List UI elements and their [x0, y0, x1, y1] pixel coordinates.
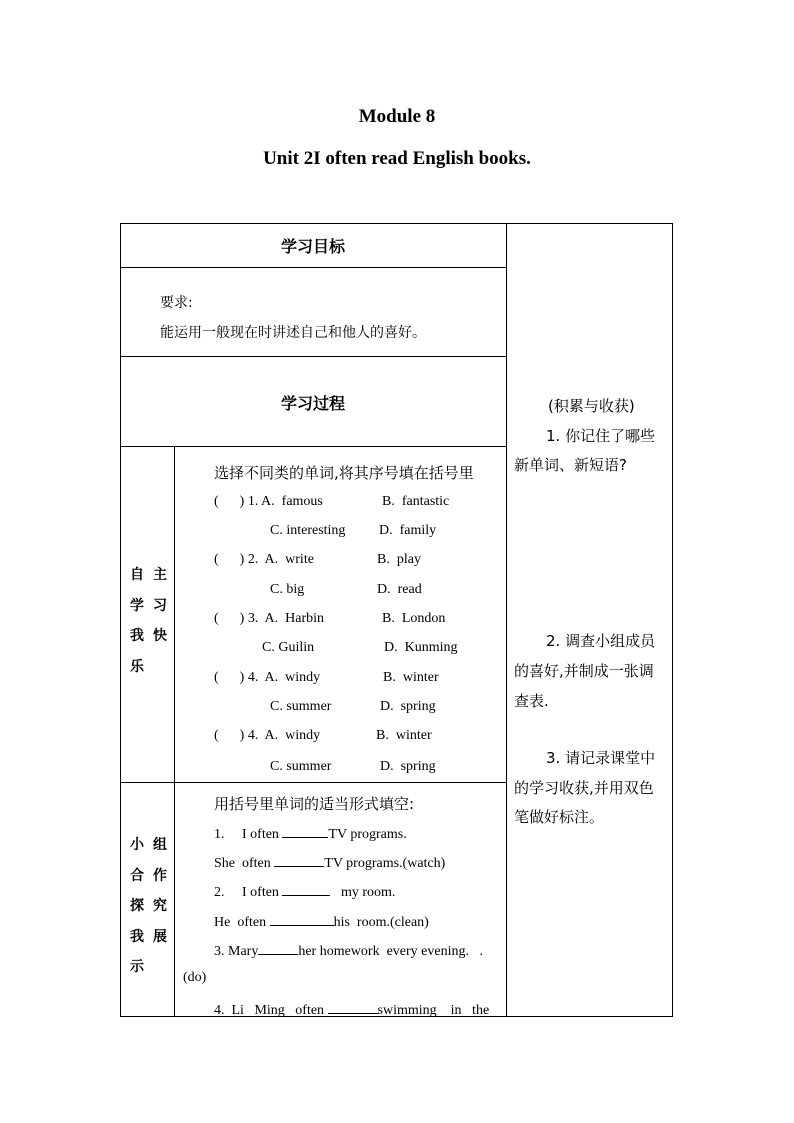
notes-q3-cont: 的学习收获,并用双色 [514, 779, 654, 797]
objectives-heading: 学习目标 [280, 237, 345, 256]
row-divider [120, 267, 506, 268]
column-divider-left [174, 446, 175, 1017]
notes-q2-cont2: 查表. [514, 692, 549, 710]
row-divider [120, 356, 506, 357]
fill-blank-line: He often his room.(clean) [214, 912, 429, 931]
self-study-instruction: 选择不同类的单词,将其序号填在括号里 [214, 464, 474, 482]
answer-blank[interactable] [328, 1000, 378, 1014]
fill-blank-line: (do) [183, 970, 207, 985]
fill-blank-line: 4. Li Ming often swimming in the [214, 1000, 489, 1019]
section-label-self-study: 自 学 我 乐 [130, 567, 144, 675]
notes-q3: 3. 请记录课堂中 [546, 749, 656, 767]
notes-q3-cont2: 笔做好标注。 [514, 808, 605, 826]
notes-q2-cont: 的喜好,并制成一张调 [514, 662, 654, 680]
fill-blank-line: She often TV programs.(watch) [214, 853, 445, 872]
answer-blank[interactable] [274, 853, 324, 867]
answer-blank[interactable] [258, 941, 298, 955]
group-work-instruction: 用括号里单词的适当形式填空: [214, 795, 415, 813]
notes-q2: 2. 调查小组成员 [546, 632, 656, 650]
section-label-group-work: 小 合 探 我 示 [130, 837, 144, 975]
process-heading: 学习过程 [280, 394, 345, 413]
answer-blank[interactable] [282, 824, 328, 838]
module-title: Module 8 [358, 106, 436, 127]
answer-blank[interactable] [270, 912, 334, 926]
unit-title: Unit 2I often read English books. [263, 148, 531, 169]
notes-heading: (积累与收获) [548, 397, 635, 415]
row-divider [120, 782, 506, 783]
row-divider [120, 446, 506, 447]
answer-blank[interactable] [282, 882, 330, 896]
section-label-group-work-2: 组 作 究 展 [153, 837, 167, 945]
section-label-self-study-2: 主 习 快 [153, 567, 167, 644]
fill-blank-line: 3. Mary her homework every evening. . [214, 941, 483, 960]
requirement-text: 能运用一般现在时讲述自己和他人的喜好。 [160, 325, 426, 341]
column-divider-right [506, 223, 507, 1017]
fill-blank-line: 1. I often TV programs. [214, 824, 407, 843]
fill-blank-line: 2. I often my room. [214, 882, 395, 901]
notes-q1: 1. 你记住了哪些 [546, 427, 656, 445]
notes-q1-cont: 新单词、新短语? [514, 456, 627, 474]
requirement-label: 要求: [160, 295, 193, 311]
